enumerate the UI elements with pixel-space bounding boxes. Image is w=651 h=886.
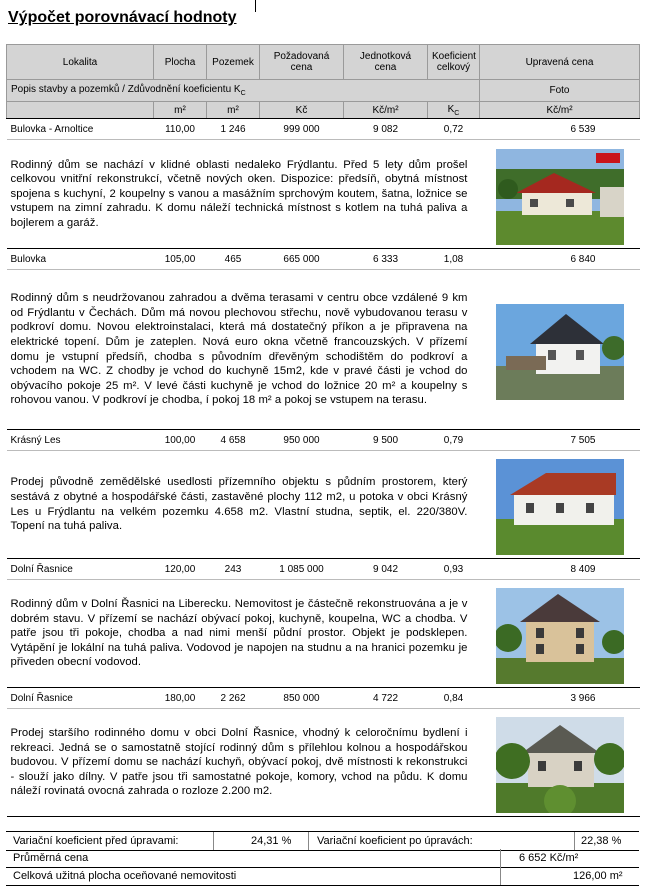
property-upravena: 7 505 [480,430,640,451]
divider [500,867,501,885]
property-row [7,249,640,270]
unit-lokalita [7,102,154,119]
divider [308,832,309,850]
property-row [7,559,640,580]
divider [500,849,501,867]
property-jednotkova: 6 333 [344,249,428,270]
property-koeficient: 0,79 [428,430,480,451]
property-jednotkova: 9 042 [344,559,428,580]
avg-label: Průměrná cena [13,852,89,864]
property-cena: 950 000 [260,430,344,451]
var-before-value: 24,31 % [251,835,292,847]
page-title: Výpočet porovnávací hodnoty [8,9,237,26]
property-photo-cell [480,270,640,430]
header-row [7,45,640,80]
area-value: 126,00 m² [573,870,623,882]
house-photo [496,149,624,245]
property-photo-cell [480,140,640,249]
property-description-row [7,580,640,688]
var-before-label: Variační koeficient před úpravami: [13,835,179,847]
property-plocha: 110,00 [154,119,207,140]
subheader-row [7,80,640,102]
property-koeficient: 0,72 [428,119,480,140]
comparison-table [6,44,640,817]
unit-upravena: Kč/m² [480,102,640,119]
unit-plocha: m² [154,102,207,119]
property-cena: 999 000 [260,119,344,140]
property-description: Prodej původně zemědělské usedlosti přízemního objektu s půdním prostorem, který sestává z obytné a hospodářské části, zastavěné plochy 112 m2, u potoka v obci Krásný Les u Frýdlantu na velkém pozemku 4.658 m2. Vlastní studna, septik, el. 220/380V. Topení na tuhá paliva. [7,451,480,559]
property-pozemek: 465 [207,249,260,270]
property-row [7,430,640,451]
var-after-value: 22,38 % [581,835,622,847]
property-description: Rodinný dům se nachází v klidné oblasti nedaleko Frýdlantu. Před 5 lety dům prošel celkovou vnitřní rekonstrukcí, včetně nových oken. Dispozice: předsíň, obytná místnost spojena s kuchyní, 2 koupelny s vanou a masážním sprchovým koutem, šatna, ložnice se vstupem na zimní zahradu. K domu náleží technická místnost s kotlem na tuhá paliva a bojlerem a garáž. [7,140,480,249]
property-pozemek: 243 [207,559,260,580]
property-jednotkova: 9 082 [344,119,428,140]
col-header-plocha: Plocha [154,45,207,80]
property-pozemek: 2 262 [207,688,260,709]
col-header-koeficient: Koeficient celkový [428,45,480,80]
divider [213,832,214,850]
property-row [7,688,640,709]
house-photo [496,304,624,400]
divider [574,832,575,850]
property-photo-cell [480,709,640,817]
property-koeficient: 1,08 [428,249,480,270]
property-upravena: 8 409 [480,559,640,580]
units-row [7,102,640,119]
col-header-pozadovana-cena: Požadovaná cena [260,45,344,80]
property-upravena: 6 840 [480,249,640,270]
property-photo-cell [480,451,640,559]
area-row [6,867,639,886]
subheader-description: Popis stavby a pozemků / Zdůvodnění koeficientu $K_C$ [7,80,480,102]
property-cena: 1 085 000 [260,559,344,580]
property-plocha: 120,00 [154,559,207,580]
property-upravena: 6 539 [480,119,640,140]
house-photo [496,588,624,684]
col-header-pozemek: Pozemek [207,45,260,80]
subheader-photo: Foto [480,80,640,102]
col-header-jednotkova-cena: Jednotková cena [344,45,428,80]
property-description: Rodinný dům v Dolní Řasnici na Liberecku. Nemovitost je částečně rekonstruována a je v dobrém stavu. V přízemí se nachází obývací pokoj, kuchyně, koupelna, WC a chodba. V patře jsou tři pokoje, chodba a nad nimi menší půdní prostor. Objekt je podsklepen. Vytápění je lokální na tuhá paliva. Vodovod je napojen na studnu a na hranici pozemku je přiveden obecní vodovod. [7,580,480,688]
unit-koeficient: $K_C$ [428,102,480,119]
property-description-row [7,140,640,249]
property-pozemek: 1 246 [207,119,260,140]
property-description: Rodinný dům s neudržovanou zahradou a dvěma terasami v centru obce vzdálené 9 km od Frýdlantu v Čechách. Dům má novou plechovou střechu, nově vybudovanou terasu v podkroví domu. Novou elektroinstalaci, která má dostatečný příkon a je připravena na elektrické topení. Dům je zateplen. Nová euro okna včetně francouzských. V přízemí domu je vstupní předsíň, chodba s původním dřevěným schodištěm do podkroví a vchodem na WC. Z chodby je vchod do kuchyně 15m2, kde v pravé části je vchod do obývacího pokoje 25 m². V levé části kuchyně je vchod do ložnice 20 m² a koupelny s rohovou vanou. V podkroví je chodba, í pokoj 18 m² a pokoj se vstupem na terasu. [7,270,480,430]
property-plocha: 180,00 [154,688,207,709]
property-lokalita: Dolní Řasnice [7,688,154,709]
property-description-row [7,709,640,817]
property-jednotkova: 4 722 [344,688,428,709]
property-row [7,119,640,140]
property-description-row [7,270,640,430]
area-label: Celková užitná plocha oceňované nemovitosti [13,870,237,882]
property-jednotkova: 9 500 [344,430,428,451]
unit-jednotkova: Kč/m² [344,102,428,119]
unit-pozemek: m² [207,102,260,119]
property-koeficient: 0,84 [428,688,480,709]
house-photo [496,717,624,813]
property-description: Prodej staršího rodinného domu v obci Dolní Řasnice, vhodný k celoročnímu bydlení i rekreaci. Jedná se o samostatně stojící rodinný dům s přílehlou kolnou a hospodářskou budovou. V přízemí domu se nachází kuchyň, obývací pokoj, dvě místnosti k rekonstrukci - slouží jako dílny. V patře jsou tři samostatné pokoje, komory, vchod na půdu. K domu náleží rovinatá ovocná zahrada o rozloze 2.200 m2. [7,709,480,817]
property-koeficient: 0,93 [428,559,480,580]
variation-row [6,831,639,851]
property-lokalita: Bulovka - Arnoltice [7,119,154,140]
property-plocha: 105,00 [154,249,207,270]
text-cursor [255,0,256,12]
property-pozemek: 4 658 [207,430,260,451]
avg-value: 6 652 Kč/m² [519,852,579,864]
property-photo-cell [480,580,640,688]
property-upravena: 3 966 [480,688,640,709]
property-cena: 850 000 [260,688,344,709]
property-description-row [7,451,640,559]
property-lokalita: Krásný Les [7,430,154,451]
unit-cena: Kč [260,102,344,119]
property-plocha: 100,00 [154,430,207,451]
property-lokalita: Dolní Řasnice [7,559,154,580]
var-after-label: Variační koeficient po úpravách: [317,835,473,847]
col-header-lokalita: Lokalita [7,45,154,80]
average-row [6,849,639,868]
property-cena: 665 000 [260,249,344,270]
property-lokalita: Bulovka [7,249,154,270]
house-photo [496,459,624,555]
col-header-upravena-cena: Upravená cena [480,45,640,80]
